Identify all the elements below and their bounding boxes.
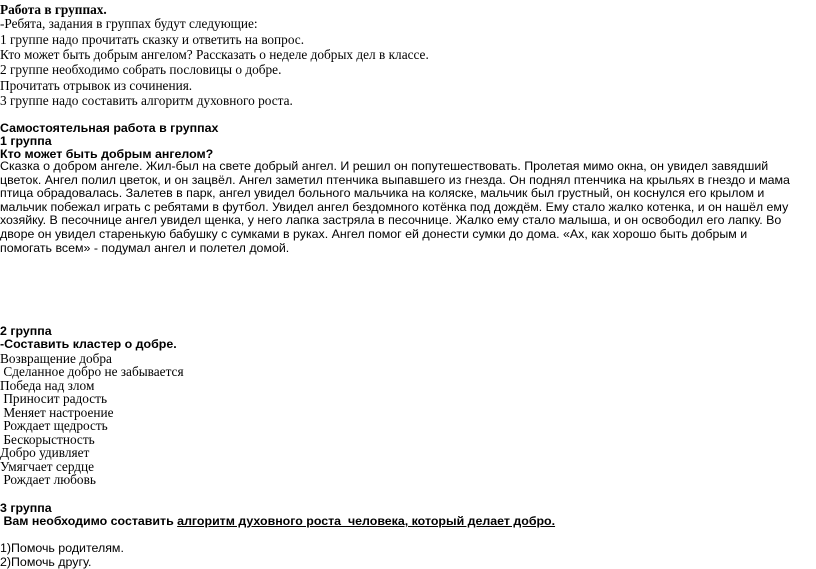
group1-story: Сказка о добром ангеле. Жил-был на свете добрый ангел. И решил он попутешествовать. Пролетая мимо окна, он увидел завядший цветок. Ангел полил цветок, и он зацвёл. Ангел заметил птенчика выпавшего из гнезда. Он поднял птенчика на крыльях в гнездо и мама птица обрадовалась. Залетев в парк, ангел увидел больного мальчика на коляске, мальчик был грустный, он коснулся его крылом и мальчик побежал играть с ребятами в футбол. Увидел ангел бездомного котёнка под дождём. Ему стало жалко котенка, и он нашёл ему хозяйку. В песочнице ангел увидел щенка, у него лапка застряла в песочнице. Жалко ему стало малыша, и он освободил его лапку. Во дворе он увидел старенькую бабушку с сумками в руках. Ангел помог ей донести сумки до дома. «Ах, как хорошо быть добрым и помогать всем» - подумал ангел и полетел домой. <box>0 159 790 255</box>
intro-line: 1 группе надо прочитать сказку и ответить на вопрос. <box>0 32 305 47</box>
intro-line: Кто может быть добрым ангелом? Рассказать о неделе добрых дел в классе. <box>0 47 429 62</box>
group3-task <box>0 515 555 528</box>
group3-task-underlined: алгоритм духовного роста человека, который делает добро. <box>177 514 556 528</box>
intro-line: 2 группе необходимо собрать пословицы о добре. <box>0 62 282 77</box>
intro-line: 3 группе надо составить алгоритм духовного роста. <box>0 93 293 108</box>
group2-title: 2 группа <box>0 324 52 338</box>
group1-title: 1 группа <box>0 134 52 148</box>
group3-task-prefix: Вам необходимо составить <box>0 514 178 528</box>
group2-task: -Составить кластер о добре. <box>0 337 177 351</box>
cluster-item: Победа над злом <box>0 378 95 393</box>
cluster-item: Добро удивляет <box>0 445 90 460</box>
cluster-item: Бескорыстность <box>0 432 95 447</box>
section-title: Самостоятельная работа в группах <box>0 121 219 135</box>
cluster-item: Приносит радость <box>0 391 108 406</box>
group3-title: 3 группа <box>0 501 52 515</box>
cluster-item: Умягчает сердце <box>0 459 95 474</box>
algorithm-step: 2)Помочь другу. <box>0 555 92 569</box>
intro-heading: Работа в группах. <box>0 2 107 17</box>
cluster-item: Меняет настроение <box>0 405 114 420</box>
cluster-item: Сделанное добро не забывается <box>0 364 184 379</box>
intro-line: Прочитать отрывок из сочинения. <box>0 78 193 93</box>
algorithm-step: 1)Помочь родителям. <box>0 541 124 555</box>
cluster-item: Рождает щедрость <box>0 418 108 433</box>
intro-line: -Ребята, задания в группах будут следующие: <box>0 16 258 31</box>
cluster-item: Рождает любовь <box>0 472 96 487</box>
cluster-item: Возвращение добра <box>0 351 112 366</box>
group1-question: Кто может быть добрым ангелом? <box>0 147 214 161</box>
